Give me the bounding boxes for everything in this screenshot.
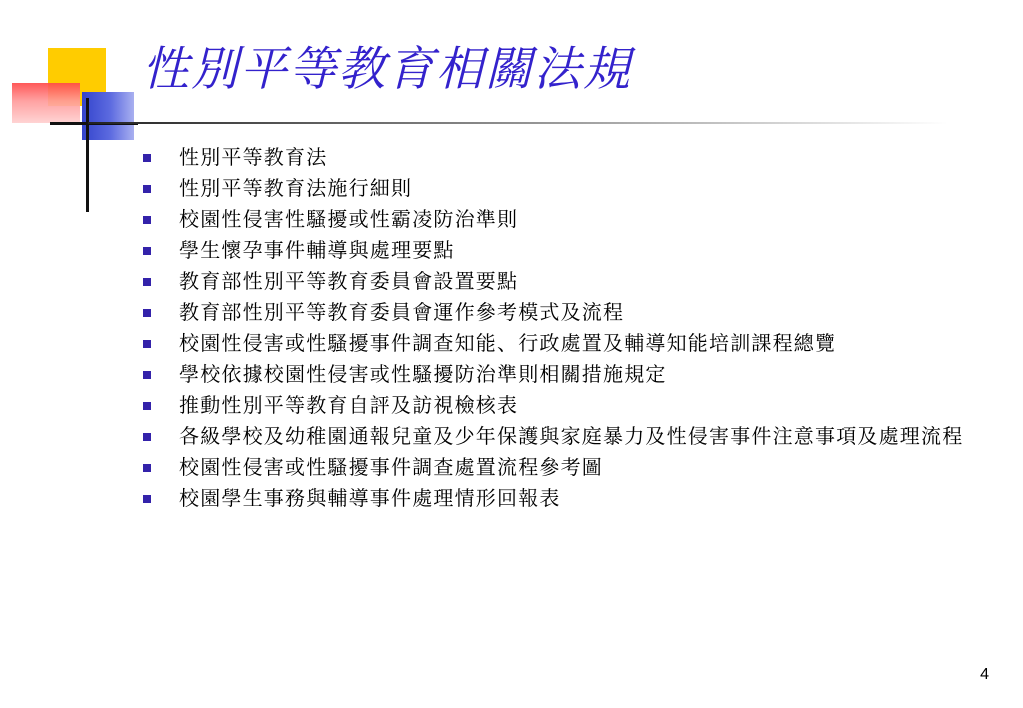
square-bullet-icon [143,402,151,410]
bullet-item [142,270,1002,293]
bullet-item [142,177,1002,200]
bullet-item [142,456,1002,479]
square-bullet-icon [143,247,151,255]
bullet-text: 教育部性別平等教育委員會運作參考模式及流程 [179,300,625,324]
bullet-text: 學校依據校園性侵害或性騷擾防治準則相關措施規定 [179,362,667,386]
bullet-item [142,332,1002,355]
decorative-vertical-line [86,98,89,212]
bullet-text: 性別平等教育法施行細則 [179,176,413,200]
bullet-text: 學生懷孕事件輔導與處理要點 [179,238,455,262]
square-bullet-icon [143,371,151,379]
bullet-text: 校園學生事務與輔導事件處理情形回報表 [179,486,561,510]
page-number: 4 [980,666,989,683]
bullet-text: 性別平等教育法 [179,145,328,169]
bullet-item [142,363,1002,386]
bullet-item [142,146,1002,169]
bullet-item [142,301,1002,324]
decorative-blue-square [82,92,134,140]
square-bullet-icon [143,464,151,472]
slide-title: 性別平等教育相關法規 [142,42,632,97]
bullet-text: 教育部性別平等教育委員會設置要點 [179,269,519,293]
bullet-text: 校園性侵害性騷擾或性霸凌防治準則 [179,207,519,231]
bullet-text: 各級學校及幼稚園通報兒童及少年保護與家庭暴力及性侵害事件注意事項及處理流程 [179,424,964,448]
square-bullet-icon [143,216,151,224]
bullet-item [142,425,1002,448]
square-bullet-icon [143,185,151,193]
bullet-list [142,146,1002,518]
bullet-text: 校園性侵害或性騷擾事件調查知能、行政處置及輔導知能培訓課程總覽 [179,331,837,355]
square-bullet-icon [143,340,151,348]
bullet-item [142,239,1002,262]
square-bullet-icon [143,495,151,503]
decorative-red-bar [12,83,80,123]
bullet-item [142,394,1002,417]
title-underline-rule [88,122,948,124]
bullet-item [142,487,1002,510]
square-bullet-icon [143,154,151,162]
square-bullet-icon [143,278,151,286]
bullet-text: 推動性別平等教育自評及訪視檢核表 [179,393,519,417]
square-bullet-icon [143,433,151,441]
square-bullet-icon [143,309,151,317]
bullet-text: 校園性侵害或性騷擾事件調查處置流程參考圖 [179,455,603,479]
bullet-item [142,208,1002,231]
